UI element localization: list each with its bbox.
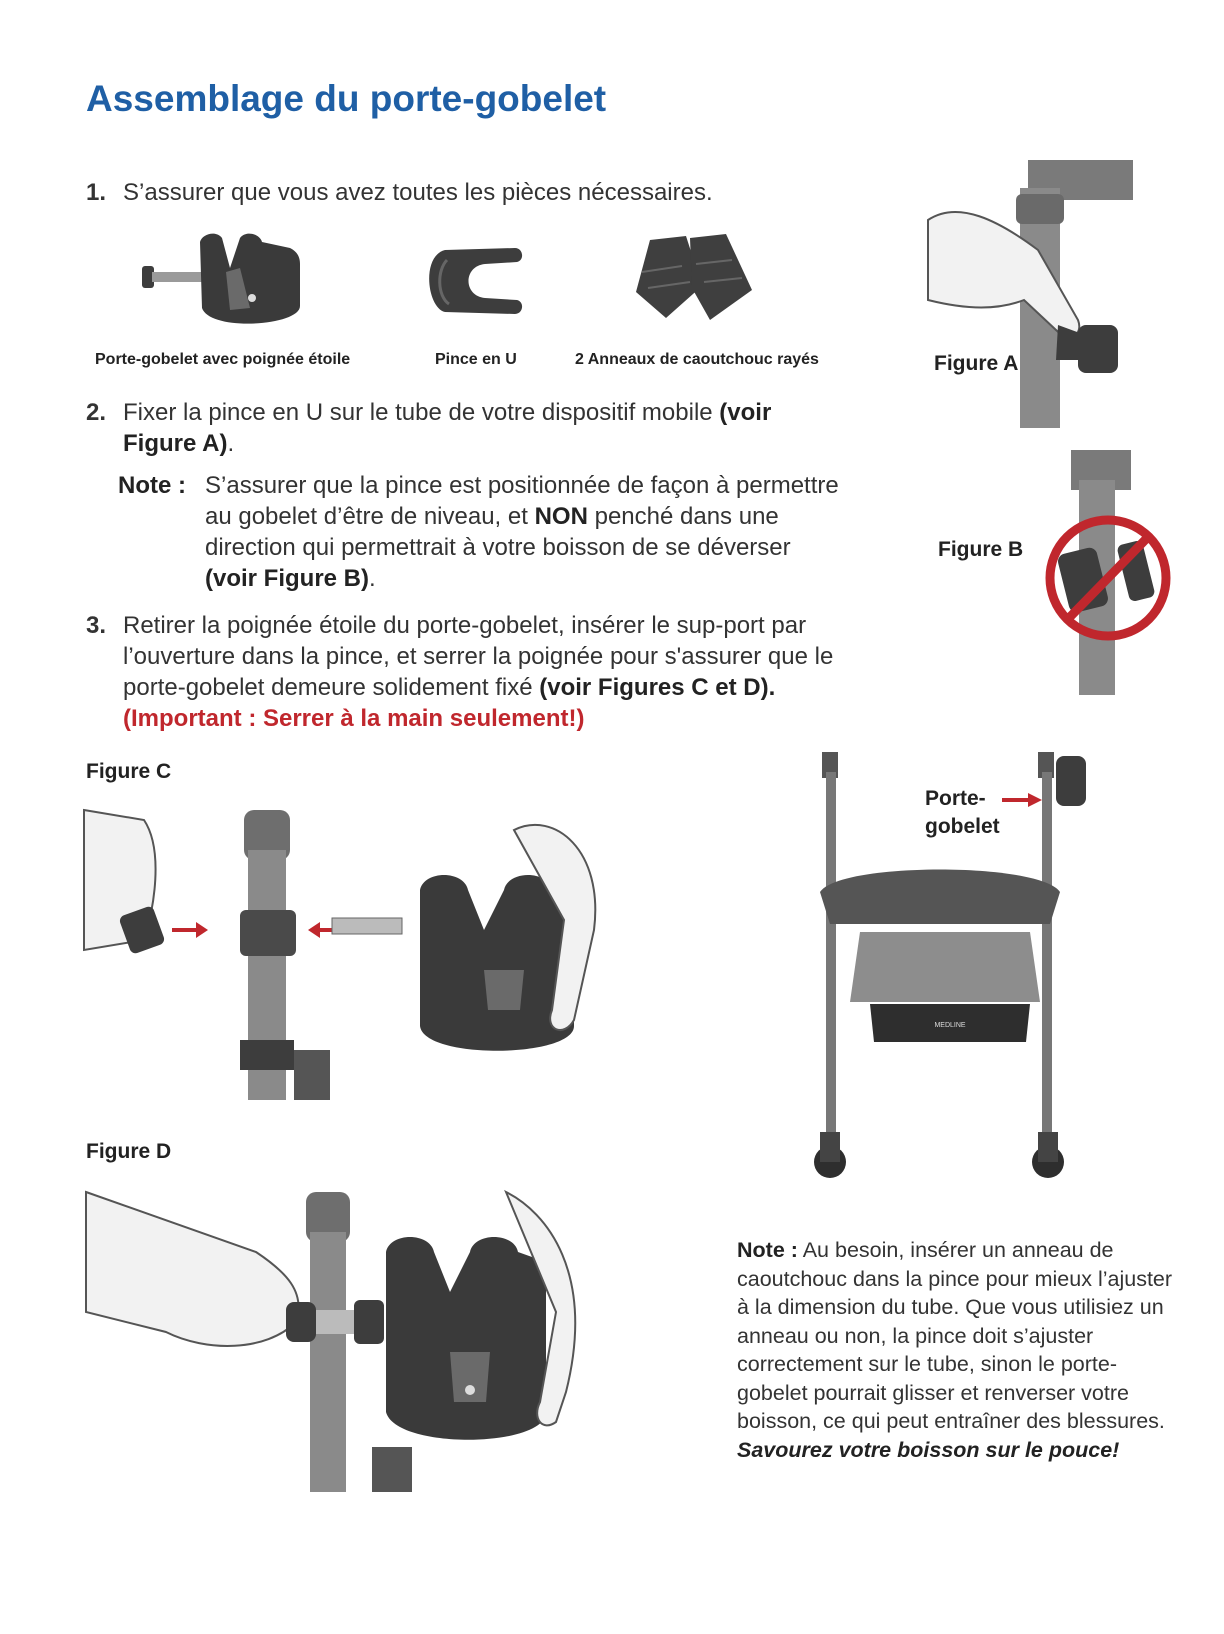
figure-a-illustration [928,160,1148,428]
figure-c-illustration [84,810,604,1100]
walker-label-line-1: Porte- [925,787,986,810]
step-2 [86,397,846,461]
punctuation: . [369,565,376,592]
page-title: Assemblage du porte-gobelet [86,78,607,119]
cup-holder-with-star-knob-image [130,228,320,338]
step-text: Fixer la pince en U sur le tube de votre dispositif mobile [123,399,713,426]
u-clamp-image [425,240,535,330]
figure-d-label: Figure D [86,1140,172,1163]
figure-reference: (voir Figure A) [123,399,772,457]
figure-b-illustration [1043,450,1178,695]
step-number: 1. [86,179,107,206]
step-3 [86,610,896,736]
note-text: S’assurer que la pince est positionnée de façon à permettre au gobelet d’être de niveau, et [205,472,839,530]
figure-c-label: Figure C [86,760,172,783]
step-text: S’assurer que vous avez toutes les pièces nécessaires. [123,179,713,206]
walker-logo: MEDLINE [934,1022,966,1029]
figure-b-label: Figure B [938,538,1024,561]
rubber-rings-image [630,228,770,323]
punctuation: . [227,430,235,457]
red-arrow-icon [1002,792,1042,808]
part-label-rubber-rings: 2 Anneaux de caoutchouc rayés [575,351,819,368]
note-label: Note : [737,1238,798,1262]
note-text: Au besoin, insérer un anneau de caoutchouc dans la pince pour mieux l’ajuster à la dimension du tube. Que vous utilisiez un anneau ou non, la pince doit s’ajuster correctement sur le tube, sinon le porte-gobelet pourrait glisser et renverser votre boisson, ce qui peut entraîner des blessures. [737,1238,1173,1433]
figure-reference: (voir Figures C et D). [539,674,776,701]
figure-d-illustration [86,1192,586,1492]
part-label-cup-holder: Porte-gobelet avec poignée étoile [95,351,351,368]
tagline: Savourez votre boisson sur le pouce! [737,1437,1120,1462]
step-1 [86,177,846,211]
step-text: Retirer la poignée étoile du porte-gobelet, insérer le sup-port par l’ouverture dans la pince, et serrer la poignée pour s'assurer que le porte-gobelet demeure solidement fixé [123,612,834,701]
step-number: 2. [86,399,107,426]
figure-reference: (voir Figure B) [205,565,370,592]
step-number: 3. [86,612,107,639]
walker-callout-label [925,785,1000,841]
figure-a-label: Figure A [934,352,1019,375]
note-label: Note : [118,472,186,499]
note-text: penché dans une direction qui permettrait à votre boisson de se déverser [205,503,791,561]
note-emphasis: NON [534,503,588,530]
walker-label-line-2: gobelet [925,815,1000,838]
part-label-u-clamp: Pince en U [435,351,517,368]
important-warning: (Important : Serrer à la main seulement!) [123,705,585,732]
bottom-note [737,1236,1177,1464]
